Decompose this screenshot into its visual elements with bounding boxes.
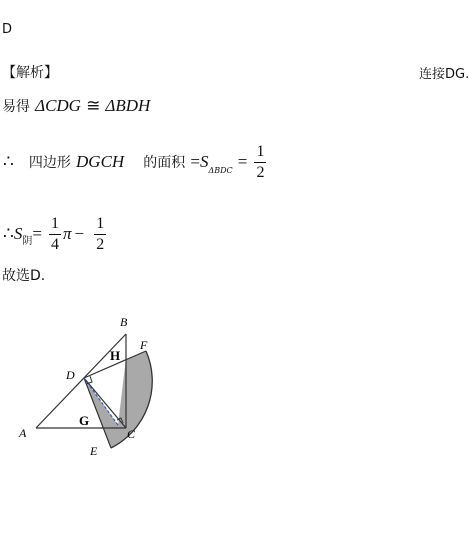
fraction1-denominator: 4 [51,236,60,253]
label-c: C [127,427,136,441]
quad-name: DGCH [76,152,125,171]
congruence-prefix: 易得 [2,99,30,115]
equals-sign-2: = [237,152,248,171]
label-h: H [110,348,121,363]
connect-note: 连接DG. [419,67,469,82]
geometry-figure [0,300,200,470]
area-label: 的面积 [143,155,186,171]
shade-s-sub: 阴 [22,236,33,247]
label-f: F [140,338,148,352]
pi-symbol: π [63,224,72,243]
label-g: G [79,413,90,428]
label-a: A [19,426,27,440]
fraction-denominator: 2 [256,164,265,181]
minus-sign: − [74,224,85,243]
fraction-one-quarter [49,216,61,253]
therefore-symbol: ∴ [3,152,14,171]
fraction2-numerator: 1 [94,216,106,235]
triangle-bdh: ΔBDH [105,96,151,115]
label-e: E [90,444,98,458]
fraction1-numerator: 1 [49,216,61,235]
area-line [3,144,268,181]
equals-sign-3: = [32,224,42,243]
label-d: D [66,368,75,382]
area-s-sub: ΔBDC [208,166,233,175]
fraction2-denominator: 2 [96,236,105,253]
shade-line [3,216,108,253]
fraction-one-half-2 [94,216,106,253]
fraction-numerator: 1 [254,144,266,163]
triangle-cdg: ΔCDG [35,96,81,115]
area-s: S [199,152,209,171]
quad-word: 四边形 [28,155,71,171]
conclusion-text: 故选D. [2,268,46,284]
analysis-heading: 【解析】 [2,65,58,81]
answer-text: D [2,22,13,37]
fraction-one-half [254,144,266,181]
shade-s: S [13,224,23,243]
congruent-symbol: ≅ [86,96,101,115]
label-b: B [120,315,128,329]
congruence-line [2,96,150,116]
equals-sign: = [190,152,200,171]
therefore-symbol-2: ∴ [3,224,14,243]
